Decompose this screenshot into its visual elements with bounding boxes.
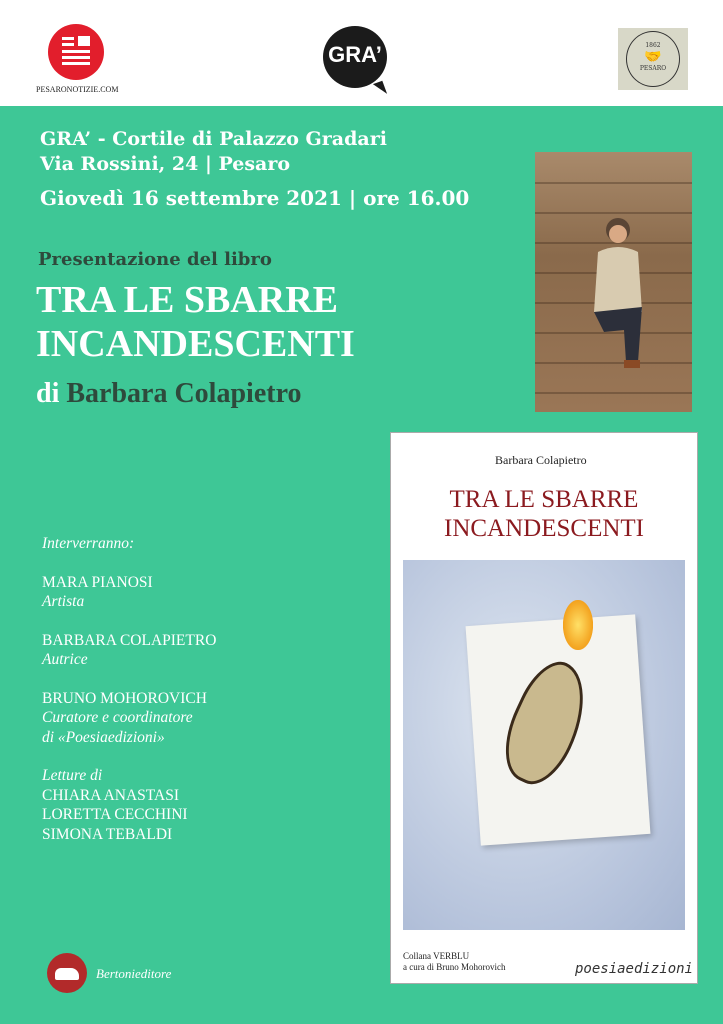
bertoni-bear-logo [47,953,87,993]
title-line2: INCANDESCENTI [36,323,355,365]
speaker-role: di «Poesiaedizioni» [42,728,165,746]
pesaronotizie-logo [48,24,104,80]
cover-title-line2: INCANDESCENTI [444,515,644,542]
handshake-icon: 🤝 [644,49,662,65]
author-photo [535,152,692,412]
cover-title [391,485,697,543]
seal-year: 1862 [645,42,661,49]
society-seal-logo [618,28,688,90]
bertoni-logo-text: Bertonieditore [96,966,172,981]
speaker-name: BARBARA COLAPIETRO [42,631,217,649]
speaker-role: Artista [42,593,85,610]
speaker-role: Autrice [42,651,88,668]
venue: GRA’ - Cortile di Palazzo Gradari [40,128,387,150]
book-cover [390,432,698,984]
speakers-list [42,534,216,844]
presentation-intro: Presentazione del libro [38,249,272,270]
address: Via Rossini, 24 | Pesaro [40,153,291,175]
cover-title-line1: TRA LE SBARRE [449,486,639,513]
title-line1: TRA LE SBARRE [36,279,338,321]
speaker-role: Curatore e coordinatore [42,709,193,726]
speakers-heading: Interverranno: [42,535,135,552]
reader-name: SIMONA TEBALDI [42,825,173,843]
reader-name: LORETTA CECCHINI [42,806,188,823]
cover-artwork [403,560,685,930]
cover-series [403,951,505,973]
seal-city: PESARO [639,65,667,72]
cover-author: Barbara Colapietro [495,453,587,467]
speaker-name: MARA PIANOSI [42,573,153,591]
speaker-name: BRUNO MOHOROVICH [42,689,207,707]
series-curator: a cura di Bruno Mohorovich [403,962,506,972]
series-name: Collana VERBLU [403,951,470,961]
datetime: Giovedì 16 settembre 2021 | ore 16.00 [40,186,470,210]
reader-name: CHIARA ANASTASI [42,786,179,804]
pesaronotizie-caption: PESARONOTIZIE.COM [36,85,119,94]
readings-heading: Letture di [42,767,103,784]
author-name: Barbara Colapietro [66,378,302,409]
book-title [36,278,355,366]
gra-logo: GRA’ [323,26,387,88]
cover-publisher: poesiaedizioni [574,961,693,977]
book-author [36,378,302,410]
by-label: di [36,378,60,409]
